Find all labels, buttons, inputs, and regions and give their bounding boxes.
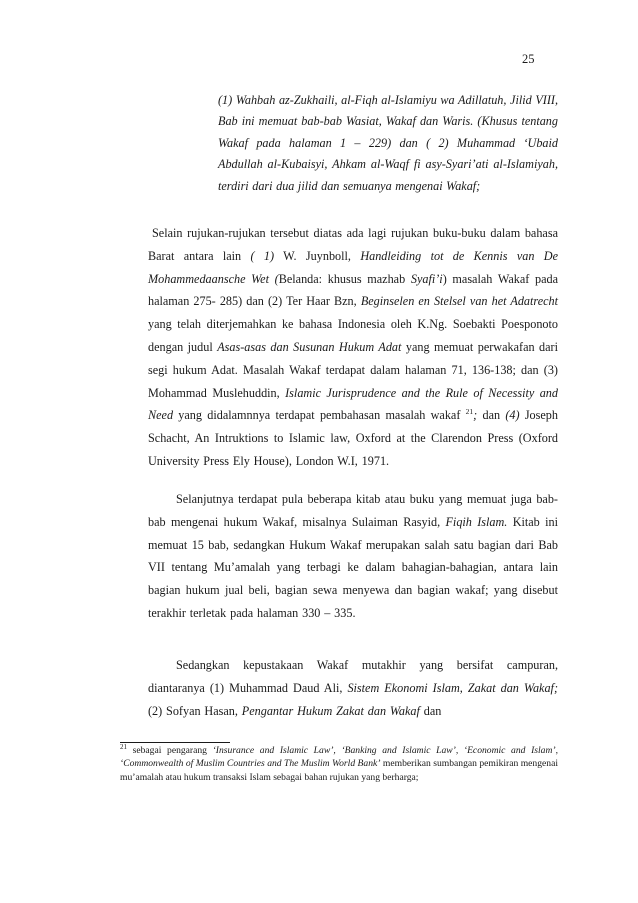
paragraph-western-references xyxy=(148,222,558,473)
text-span: Kitab ini memuat 15 bab, sedangkan Hukum Wakaf merupakan salah satu bagian dari Bab VII tentang Mu’amalah yang terbagi ke dalam bahagian-bahagian, antara lain bagian hukum jual beli, bagian sewa menyewa dan bagian wakaf; yang disebut terakhir terletak pada halaman 330 – 335. xyxy=(148,514,558,620)
text-span: dan xyxy=(419,703,442,718)
book-title: Sistem Ekonomi Islam, Zakat dan Wakaf; xyxy=(347,680,558,695)
footnote-21 xyxy=(120,744,558,784)
text-span: Sedangkan kepustakaan Wakaf mutakhir yang bersifat campuran, diantaranya (1) Muhammad Daud Ali, xyxy=(148,658,558,695)
book-title: Islamic Jurisprudence and the Rule of Necessity and Need xyxy=(148,385,558,423)
text-span: memberikan sumbangan pemikiran mengenai mu’amalah atau hukum transaksi Islam sebagai bahan rujukan yang berharga; xyxy=(120,758,558,783)
italic-span: (4) xyxy=(505,408,520,423)
paragraph-fiqh-books xyxy=(148,488,558,625)
text-span: yang telah diterjemahkan ke bahasa Indonesia oleh K.Ng. Soebakti Poesponoto dengan judul xyxy=(148,317,558,354)
italic-span: Syafi’i xyxy=(410,271,443,286)
indented-reference-item: (1) Wahbah az-Zukhaili, al-Fiqh al-Islamiyu wa Adillatuh, Jilid VIII, Bab ini memuat bab-bab Wasiat, Wakaf dan Waris. (Khusus tentang Wakaf pada halaman 1 – 229) dan ( 2) Muhammad ‘Ubaid Abdullah al-Kubaisyi, Ahkam al-Waqf fi asy-Syari’ati al-Islamiyah, terdiri dari dua jilid dan semuanya mengenai Wakaf; xyxy=(218,93,558,193)
text-span: yang didalamnnya terdapat pembahasan masalah wakaf xyxy=(173,408,461,423)
page-number: 25 xyxy=(522,52,535,66)
text-span: Joseph Schacht, An Intruktions to Islamic law, Oxford at the Clarendon Press (Oxford University Press Ely House), London W.I, 1971. xyxy=(148,408,558,468)
text-span: W. Juynboll, xyxy=(274,248,361,263)
text-span: yang memuat perwakafan dari segi hukum Adat. Masalah Wakaf terdapat dalam halaman 71, 136-138; dan (3) Mohammad Muslehuddin, xyxy=(148,339,558,400)
text-span: ) masalah Wakaf pada halaman 275- 285) dan (2) Ter Haar Bzn, xyxy=(148,271,558,309)
footnote-reference[interactable]: 21 xyxy=(465,407,474,417)
text-span: Selain rujukan-rujukan tersebut diatas ada lagi rujukan buku-buku dalam bahasa Barat antara lain xyxy=(148,226,558,263)
footnote-divider xyxy=(120,742,230,743)
book-title: Asas-asas dan Susunan Hukum Adat xyxy=(217,339,402,354)
footnote-number: 21 xyxy=(120,742,127,751)
book-titles: ‘Insurance and Islamic Law’, ‘Banking and Islamic Law’, ‘Economic and Islam’, ‘Commonwealth of Muslim Countries and The Muslim World Bank’ xyxy=(120,745,558,770)
text-span: (2) Sofyan Hasan, xyxy=(148,703,242,718)
paragraph-modern-literature xyxy=(148,654,558,722)
text-span: Selanjutnya terdapat pula beberapa kitab atau buku yang memuat juga bab-bab mengenai hukum Wakaf, misalnya Sulaiman Rasyid, xyxy=(148,492,558,529)
italic-span: ; xyxy=(473,408,478,423)
book-title: Fiqih Islam. xyxy=(445,514,508,529)
text-span: Belanda: khusus mazhab xyxy=(278,271,411,286)
italic-span: ( 1) xyxy=(241,248,275,263)
book-title: Pengantar Hukum Zakat dan Wakaf xyxy=(241,703,420,718)
text-span: sebagai pengarang xyxy=(127,745,213,756)
text-span: dan xyxy=(477,408,506,423)
book-title: Handleiding tot de Kennis van De Mohammedaansche Wet ( xyxy=(148,248,558,286)
book-title: Beginselen en Stelsel van het Adatrecht xyxy=(360,294,558,309)
